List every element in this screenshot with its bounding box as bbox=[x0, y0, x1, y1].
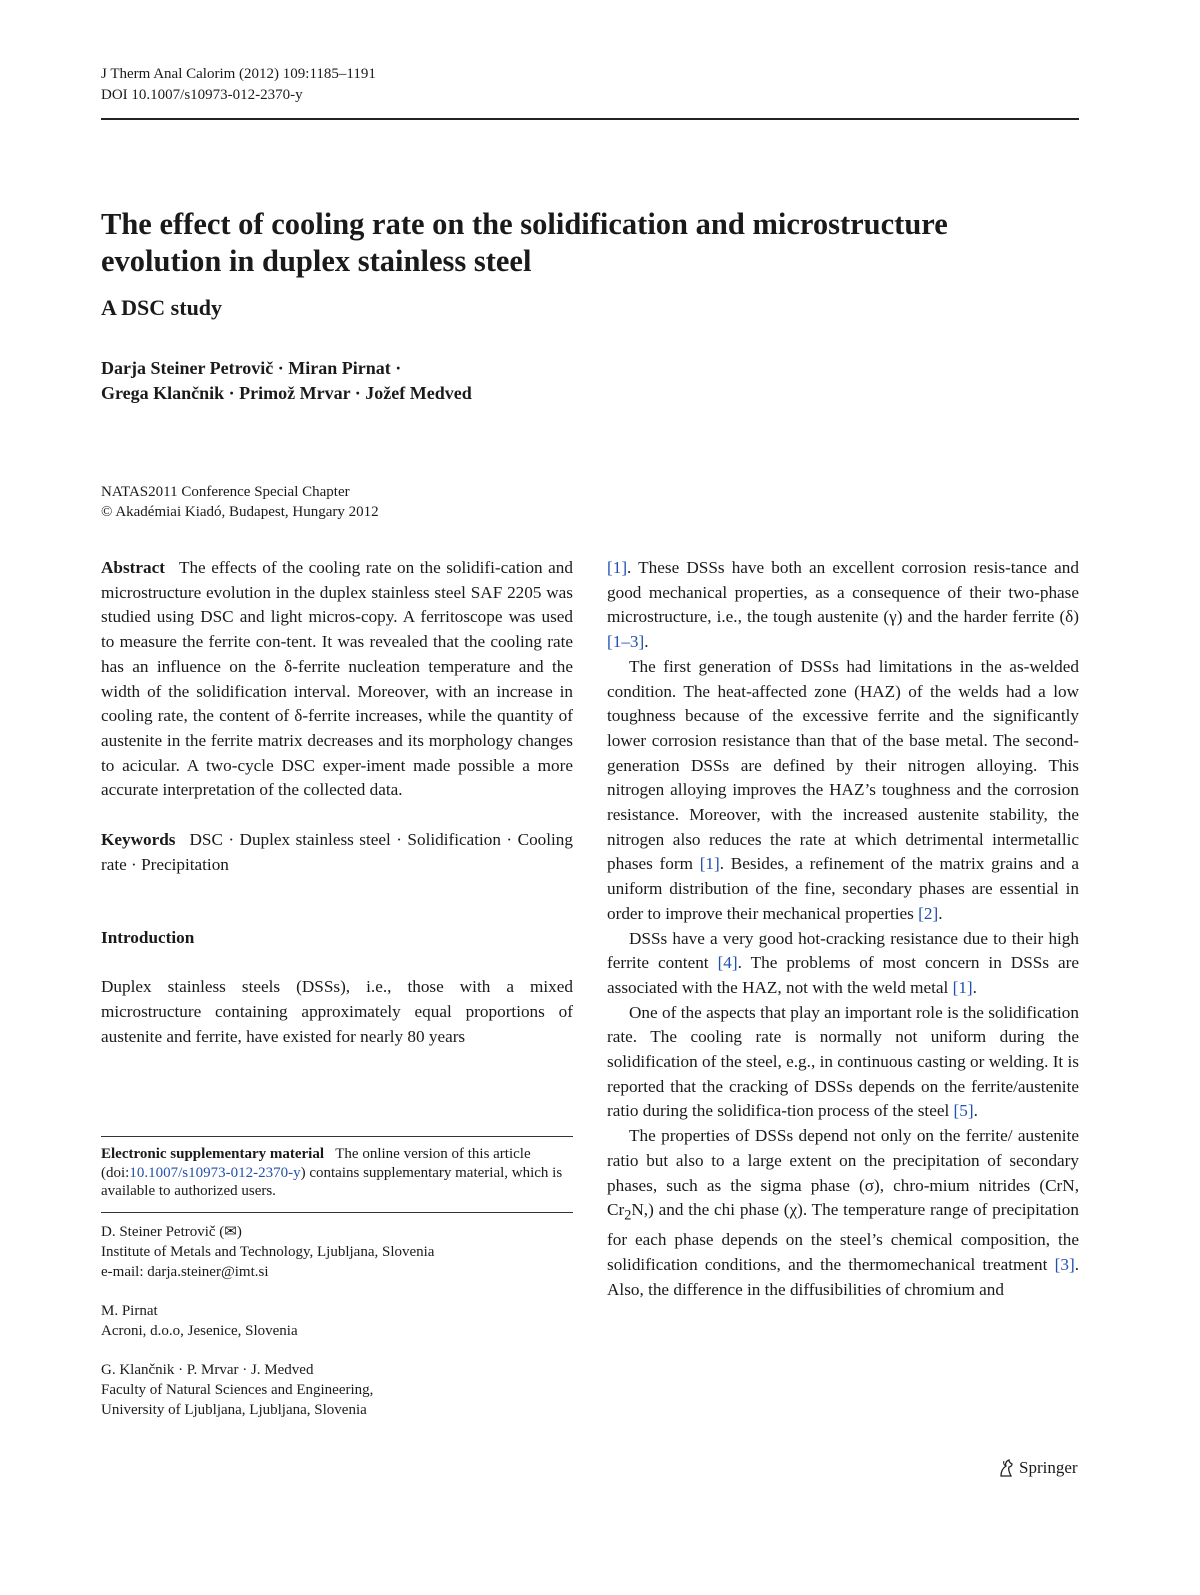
subscript: 2 bbox=[624, 1207, 632, 1224]
right-p3-text-c: . bbox=[972, 977, 977, 997]
right-p3-text-a: DSSs have a very good hot-cracking resistance due to their high ferrite content bbox=[607, 928, 1079, 973]
affiliation-2-name: M. Pirnat bbox=[101, 1303, 158, 1319]
supplementary-note bbox=[101, 1145, 573, 1201]
author-line-2: Grega Klančnik · Primož Mrvar · Jožef Medved bbox=[101, 383, 472, 403]
right-p4-text-a: One of the aspects that play an important role is the solidification rate. The cooling rate is normally not uniform during the solidification of the steel, e.g., in continuous casting or welding. It is reported that the cracking of DSSs depends on the ferrite/austenite ratio during the solidifica-tion process of the steel bbox=[607, 1002, 1079, 1121]
right-paragraph-1 bbox=[607, 556, 1079, 655]
keywords-text: DSC · Duplex stainless steel · Solidification · Cooling rate · Precipitation bbox=[101, 830, 573, 874]
keywords-heading: Keywords bbox=[101, 830, 176, 850]
affiliation-1 bbox=[101, 1222, 573, 1282]
ref-link[interactable]: [1] bbox=[607, 558, 628, 577]
ref-link[interactable]: [1–3] bbox=[607, 632, 645, 652]
right-p2-text-a: The first generation of DSSs had limitations in the as-welded condition. The heat-affected zone (HAZ) of the welds had a low toughness because of the excessive ferrite and the significantly lower corrosion resistance than that of the base metal. The second-generation DSSs are defined by their nitrogen alloying. This nitrogen alloying improves the HAZ’s toughness and the corrosion resistance. Moreover, with the increased austenite stability, the nitrogen also reduces the rate at which detrimental intermetallic phases form bbox=[607, 656, 1079, 874]
left-column bbox=[101, 556, 573, 1049]
right-p5-text-a: The properties of DSSs depend not only on the ferrite/ austenite ratio but also to a large extent on the precipitation of secondary phases, such as the sigma phase (σ), chro-mium nitrides (CrN, Cr bbox=[607, 1126, 1079, 1220]
esm-heading: Electronic supplementary material bbox=[101, 1146, 325, 1162]
author-line-1: Darja Steiner Petrovič · Miran Pirnat · bbox=[101, 358, 402, 378]
right-p1-text-a: . These DSSs have both an excellent corrosion resis-tance and good mechanical properties, as a consequence of their two-phase microstructure, i.e., the tough austenite (γ) and the harder ferrite (δ) bbox=[607, 558, 1079, 627]
affiliation-3-line2: University of Ljubljana, Ljubljana, Slovenia bbox=[101, 1402, 367, 1418]
affiliation-1-name: D. Steiner Petrovič (✉) bbox=[101, 1224, 242, 1240]
copyright-line: © Akadémiai Kiadó, Budapest, Hungary 2012 bbox=[101, 504, 379, 520]
right-p5-text-c: . Also, the difference in the diffusibilities of chromium and bbox=[607, 1255, 1079, 1299]
ref-link[interactable]: [1] bbox=[699, 854, 720, 874]
affiliation-3-line1: Faculty of Natural Sciences and Engineering, bbox=[101, 1382, 374, 1398]
esm-text-a: The online version of this article (doi: bbox=[101, 1146, 531, 1181]
ref-link[interactable]: [2] bbox=[918, 903, 939, 923]
journal-citation: J Therm Anal Calorim (2012) 109:1185–1191 bbox=[101, 66, 376, 82]
conference-chapter: NATAS2011 Conference Special Chapter bbox=[101, 484, 350, 500]
abstract-text: The effects of the cooling rate on the solidifi-cation and microstructure evolution in the duplex stainless steel SAF 2205 was studied using DSC and light micros-copy. A ferritoscope was used to measure the ferrite con-tent. It was revealed that the cooling rate has an influence on the δ-ferrite nucleation temperature and the width of the solidification interval. Moreover, with an increase in cooling rate, the content of δ-ferrite increases, while the quantity of austenite in the ferrite matrix decreases and its morphology changes to acicular. A two-cycle DSC exper-iment made possible a more accurate interpretation of the collected data. bbox=[101, 558, 573, 800]
right-p1-text-b: . bbox=[644, 632, 649, 652]
journal-doi: DOI 10.1007/s10973-012-2370-y bbox=[101, 87, 303, 103]
affiliation-2-line1: Acroni, d.o.o, Jesenice, Slovenia bbox=[101, 1323, 298, 1339]
introduction-heading: Introduction bbox=[101, 928, 195, 948]
keywords bbox=[101, 828, 573, 877]
right-p2-text-b: . Besides, a refinement of the matrix grains and a uniform distribution of the fine, secondary phases are essential in order to improve their mechanical properties bbox=[607, 854, 1080, 923]
ref-link[interactable]: [1] bbox=[952, 977, 973, 997]
esm-doi-link[interactable]: 10.1007/s10973-012-2370-y bbox=[129, 1164, 301, 1181]
publisher-name: Springer bbox=[1019, 1458, 1078, 1477]
abstract bbox=[101, 556, 573, 803]
right-paragraph-3 bbox=[607, 927, 1079, 1001]
affiliation-2 bbox=[101, 1301, 573, 1341]
right-p5-text-b: N,) and the chi phase (χ). The temperature range of precipitation for each phase depends on the steel’s chemical composition, the solidification conditions, and the thermomechanical treatment bbox=[607, 1200, 1079, 1275]
springer-horse-icon bbox=[997, 1458, 1015, 1478]
conference-note bbox=[101, 482, 379, 522]
affiliation-3 bbox=[101, 1360, 573, 1420]
introduction-paragraph-1: Duplex stainless steels (DSSs), i.e., those with a mixed microstructure containing approximately equal proportions of austenite and ferrite, have existed for nearly 80 years bbox=[101, 977, 573, 1046]
right-paragraph-4 bbox=[607, 1001, 1079, 1125]
ref-link[interactable]: [4] bbox=[717, 953, 738, 973]
abstract-heading: Abstract bbox=[101, 558, 165, 577]
publisher-logo bbox=[997, 1457, 1078, 1479]
paper-subtitle: A DSC study bbox=[101, 295, 223, 320]
ref-link[interactable]: [5] bbox=[953, 1101, 974, 1121]
footnote-rule bbox=[101, 1136, 573, 1137]
affiliation-3-name: G. Klančnik · P. Mrvar · J. Medved bbox=[101, 1362, 314, 1378]
journal-header bbox=[101, 64, 376, 106]
affiliation-1-email: e-mail: darja.steiner@imt.si bbox=[101, 1264, 269, 1280]
right-paragraph-5 bbox=[607, 1124, 1079, 1302]
author-list bbox=[101, 356, 472, 406]
right-p4-text-b: . bbox=[973, 1101, 978, 1121]
header-rule bbox=[101, 118, 1079, 120]
affiliation-rule bbox=[101, 1212, 573, 1213]
affiliation-1-line1: Institute of Metals and Technology, Ljubljana, Slovenia bbox=[101, 1244, 435, 1260]
right-column bbox=[607, 556, 1079, 1303]
paper-title: The effect of cooling rate on the solidification and microstructure evolution in duplex stainless steel bbox=[101, 207, 948, 278]
right-paragraph-2 bbox=[607, 655, 1079, 927]
esm-text-b: ) contains supplementary material, which is available to authorized users. bbox=[101, 1164, 563, 1199]
right-p2-text-c: . bbox=[938, 903, 943, 923]
ref-link[interactable]: [3] bbox=[1054, 1255, 1075, 1275]
right-p3-text-b: . The problems of most concern in DSSs are associated with the HAZ, not with the weld metal bbox=[607, 953, 1079, 997]
